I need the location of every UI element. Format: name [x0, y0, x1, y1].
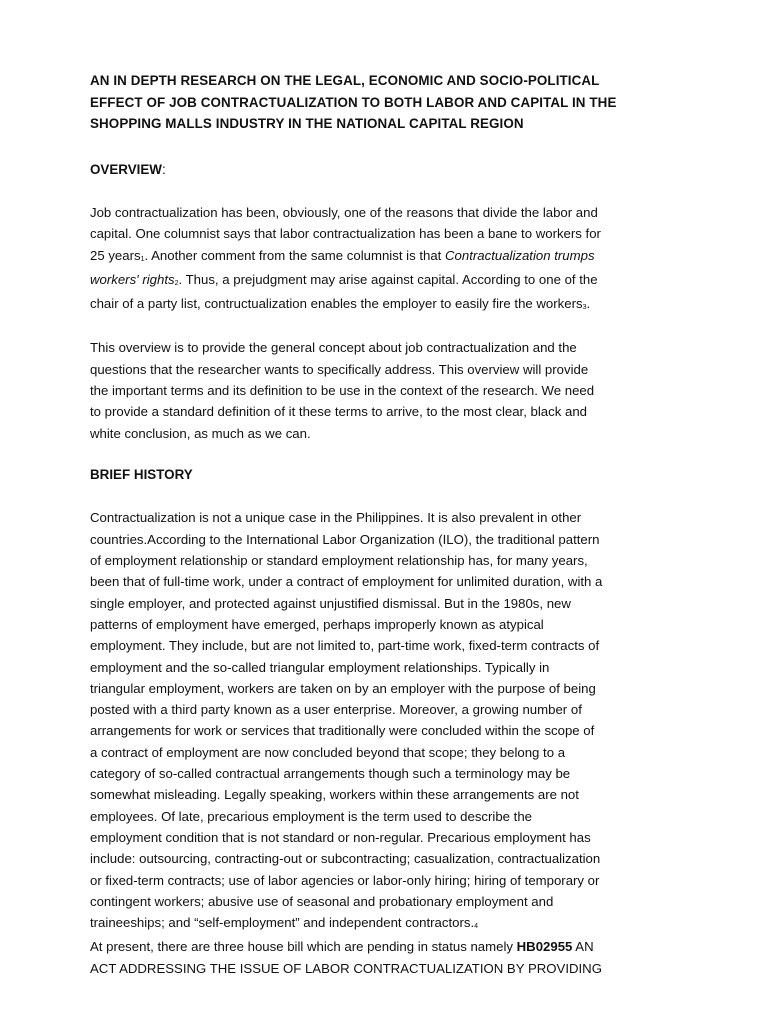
bill-number: HB02955	[516, 939, 573, 955]
history-line-18: or fixed-term contracts; use of labor agencies or labor-only hiring; hiring of temporary or	[90, 872, 600, 888]
footnote-ref-2: 2	[174, 279, 179, 287]
history-line-20-text: traineeships; and “self-employment” and independent contractors.	[90, 915, 475, 931]
overview-p2-line-5: white conclusion, as much as we can.	[90, 425, 311, 441]
history-line-16: employment condition that is not standard or non-regular. Precarious employment has	[90, 829, 591, 845]
history-line-5: single employer, and protected against unjustified dismissal. But in the 1980s, new	[90, 595, 571, 611]
footnote-ref-1: 1	[140, 255, 145, 263]
history-line-1: Contractualization is not a unique case in the Philippines. It is also prevalent in other	[90, 510, 582, 526]
overview-p1-line-5	[90, 293, 690, 317]
overview-p1-l5-end: .	[586, 296, 591, 312]
history-line-2: countries.According to the International Labor Organization (ILO), the traditional pattern	[90, 531, 600, 547]
overview-p2-line-1: This overview is to provide the general concept about job contractualization and the	[90, 340, 577, 356]
bill-line-1-a: At present, there are three house bill which are pending in status namely	[90, 939, 517, 955]
overview-p2-line-2: questions that the researcher wants to specifically address. This overview will provide	[90, 361, 589, 377]
overview-p1-italic-2: workers' rights	[90, 271, 175, 287]
overview-p1-line-2: capital. One columnist says that labor contractualization has been a bane to workers for	[90, 226, 601, 242]
overview-p2-line-3: the important terms and its definition to be use in the context of the research. We need	[90, 383, 595, 399]
overview-paragraph-2	[90, 337, 690, 443]
title-line-2: EFFECT OF JOB CONTRACTUALIZATION TO BOTH LABOR AND CAPITAL IN THE	[90, 94, 617, 110]
overview-p1-l3b: . Another comment from the same columnist is that	[144, 247, 446, 263]
overview-heading-colon: :	[161, 161, 166, 177]
overview-p1-line-3	[90, 245, 690, 269]
history-line-10: posted with a third party known as a user enterprise. Moreover, a growing number of	[90, 702, 582, 718]
brief-history-paragraph	[90, 507, 690, 979]
footnote-ref-3: 3	[582, 304, 587, 312]
overview-heading	[90, 159, 690, 181]
overview-p1-l4b: . Thus, a prejudgment may arise against capital. According to one of the	[178, 271, 598, 287]
history-line-13: category of so-called contractual arrangements though such a terminology may be	[90, 766, 571, 782]
history-line-12: a contract of employment are now concluded beyond that scope; they belong to a	[90, 744, 566, 760]
history-line-7: employment. They include, but are not limited to, part-time work, fixed-term contracts of	[90, 638, 600, 654]
history-line-14: somewhat misleading. Legally speaking, workers within these arrangements are not	[90, 787, 579, 803]
history-line-20	[90, 912, 690, 936]
history-line-4: been that of full-time work, under a contract of employment for unlimited duration, with a	[90, 574, 603, 590]
history-line-3: of employment relationship or standard employment relationship has, for many years,	[90, 553, 588, 569]
title-line-3: SHOPPING MALLS INDUSTRY IN THE NATIONAL CAPITAL REGION	[90, 116, 524, 131]
overview-p1-l3a: 25 years	[90, 247, 141, 263]
history-line-17: include: outsourcing, contracting-out or subcontracting; casualization, contractualization	[90, 851, 601, 867]
history-line-19: contingent workers; abusive use of seasonal and probationary employment and	[90, 893, 554, 909]
footnote-ref-4: 4	[474, 923, 479, 931]
document-title	[90, 70, 690, 135]
title-line-1: AN IN DEPTH RESEARCH ON THE LEGAL, ECONOMIC AND SOCIO-POLITICAL	[90, 73, 600, 88]
brief-history-heading: BRIEF HISTORY	[90, 466, 193, 482]
history-line-8: employment and the so-called triangular employment relationships. Typically in	[90, 659, 550, 675]
overview-heading-text: OVERVIEW	[90, 161, 162, 177]
bill-line-1-b: AN	[572, 939, 594, 955]
history-line-15: employees. Of late, precarious employment is the term used to describe the	[90, 808, 532, 824]
overview-p2-line-4: to provide a standard definition of it these terms to arrive, to the most clear, black and	[90, 404, 587, 420]
bill-line-2: ACT ADDRESSING THE ISSUE OF LABOR CONTRACTUALIZATION BY PROVIDING	[90, 960, 602, 976]
overview-p1-l5: chair of a party list, contructualization enables the employer to easily fire the workers	[90, 296, 583, 312]
overview-paragraph-1	[90, 202, 690, 317]
bill-line-1	[90, 936, 690, 957]
history-line-6: patterns of employment have emerged, perhaps improperly known as atypical	[90, 616, 544, 632]
overview-p1-line-1: Job contractualization has been, obviously, one of the reasons that divide the labor and	[90, 205, 598, 220]
history-line-11: arrangements for work or services that traditionally were concluded within the scope of	[90, 723, 595, 739]
overview-p1-line-4	[90, 269, 690, 293]
history-line-9: triangular employment, workers are taken on by an employer with the purpose of being	[90, 680, 596, 696]
document-page	[90, 70, 690, 979]
overview-p1-italic-1: Contractualization trumps	[445, 247, 595, 263]
